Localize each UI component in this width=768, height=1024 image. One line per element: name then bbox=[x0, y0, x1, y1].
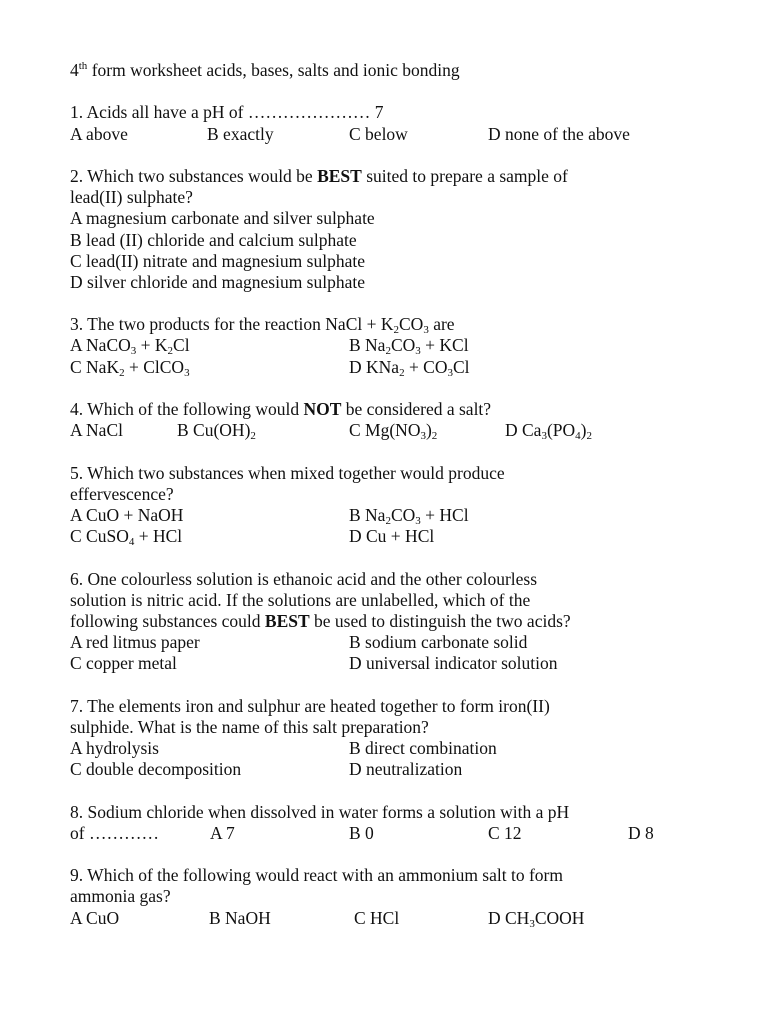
question-9-stem-cont: ammonia gas? bbox=[70, 886, 171, 907]
option-b: B sodium carbonate solid bbox=[349, 632, 528, 653]
question-1-options bbox=[70, 124, 710, 145]
question-7-stem-cont: sulphide. What is the name of this salt preparation? bbox=[70, 716, 429, 737]
option-b: B NaOH bbox=[209, 907, 271, 928]
option-a: A NaCl bbox=[70, 420, 123, 441]
question-6-stem: 6. One colourless solution is ethanoic acid and the other colourless bbox=[70, 568, 538, 589]
option-b: B exactly bbox=[207, 123, 274, 144]
option-d: D $CH_3COOH$ bbox=[488, 907, 585, 930]
option-a: A above bbox=[70, 123, 128, 144]
question-1-stem: 1. Acids all have a pH of ………………… 7 bbox=[70, 102, 384, 123]
option-a: A CuO + NaOH bbox=[70, 504, 184, 525]
worksheet-page bbox=[70, 60, 710, 929]
question-4-stem: 4. Which of the following would NOT be considered a salt? bbox=[70, 399, 492, 419]
option-a: A hydrolysis bbox=[70, 738, 159, 758]
question-8-stem-cont: of ………… bbox=[70, 822, 159, 843]
question-4-options bbox=[70, 420, 710, 441]
question-2-option-a: A magnesium carbonate and silver sulphate bbox=[70, 208, 375, 229]
option-d: D Cu + HCl bbox=[349, 526, 435, 547]
question-2-option-c: C lead(II) nitrate and magnesium sulphate bbox=[70, 250, 365, 271]
option-c: C $Mg(NO_3)_2$ bbox=[349, 420, 438, 443]
option-b: B $Na_2CO_3$ + KCl bbox=[349, 335, 469, 358]
question-9-stem: 9. Which of the following would react with an ammonium salt to form bbox=[70, 865, 563, 886]
option-c: C double decomposition bbox=[70, 759, 242, 780]
option-c: C below bbox=[349, 123, 408, 144]
question-5-options-cd bbox=[70, 526, 710, 547]
question-3-options-cd bbox=[70, 357, 710, 378]
option-d: D 8 bbox=[628, 822, 654, 843]
question-7-options-ab bbox=[70, 738, 710, 759]
worksheet-title: 4th form worksheet acids, bases, salts and ionic bonding bbox=[70, 60, 460, 80]
question-5-stem: 5. Which two substances when mixed together would produce bbox=[70, 462, 505, 483]
option-d: D none of the above bbox=[488, 123, 630, 144]
option-c: C HCl bbox=[354, 907, 400, 928]
question-8-options bbox=[70, 823, 710, 844]
question-5-options-ab bbox=[70, 505, 710, 526]
option-d: D $Ca_3(PO_4)_2$ bbox=[505, 420, 592, 443]
option-a: A NaCO$_3$ + $K_2Cl$ bbox=[70, 335, 190, 358]
option-d: D neutralization bbox=[349, 759, 463, 780]
question-7-stem: 7. The elements iron and sulphur are heated together to form iron(II) bbox=[70, 695, 550, 716]
option-b: B $Na_2CO_3$ + HCl bbox=[349, 504, 469, 527]
option-c: C CuSO$_4$ + HCl bbox=[70, 526, 183, 549]
question-5-stem-cont: effervescence? bbox=[70, 483, 174, 504]
option-a: A CuO bbox=[70, 907, 120, 928]
question-3-stem: 3. The two products for the reaction NaCl + $K_2CO_3$ are bbox=[70, 314, 455, 337]
question-8-stem: 8. Sodium chloride when dissolved in water forms a solution with a pH bbox=[70, 801, 570, 822]
option-b: B 0 bbox=[349, 822, 374, 843]
question-2-stem-cont: lead(II) sulphate? bbox=[70, 187, 193, 208]
option-c: C NaK$_2$ + ClCO$_3$ bbox=[70, 356, 190, 379]
option-a: A 7 bbox=[210, 822, 235, 843]
question-2-option-d: D silver chloride and magnesium sulphate bbox=[70, 271, 365, 292]
question-9-options bbox=[70, 908, 710, 929]
option-d: D $KNa_2 + CO_3Cl$ bbox=[349, 356, 470, 379]
option-c: C 12 bbox=[488, 822, 522, 843]
option-c: C copper metal bbox=[70, 653, 177, 674]
option-b: B direct combination bbox=[349, 738, 497, 758]
question-2-stem: 2. Which two substances would be BEST suited to prepare a sample of bbox=[70, 165, 568, 186]
question-6-options-cd bbox=[70, 653, 710, 674]
question-7-options-cd bbox=[70, 759, 710, 780]
question-2-option-b: B lead (II) chloride and calcium sulphate bbox=[70, 229, 357, 250]
option-a: A red litmus paper bbox=[70, 632, 200, 653]
option-d: D universal indicator solution bbox=[349, 653, 558, 674]
option-b: B $Cu(OH)_2$ bbox=[177, 420, 256, 443]
question-6-options-ab bbox=[70, 632, 710, 653]
question-6-stem-cont: solution is nitric acid. If the solutions are unlabelled, which of the bbox=[70, 589, 531, 610]
question-6-stem-cont2: following substances could BEST be used to distinguish the two acids? bbox=[70, 610, 571, 631]
question-3-options-ab bbox=[70, 335, 710, 356]
